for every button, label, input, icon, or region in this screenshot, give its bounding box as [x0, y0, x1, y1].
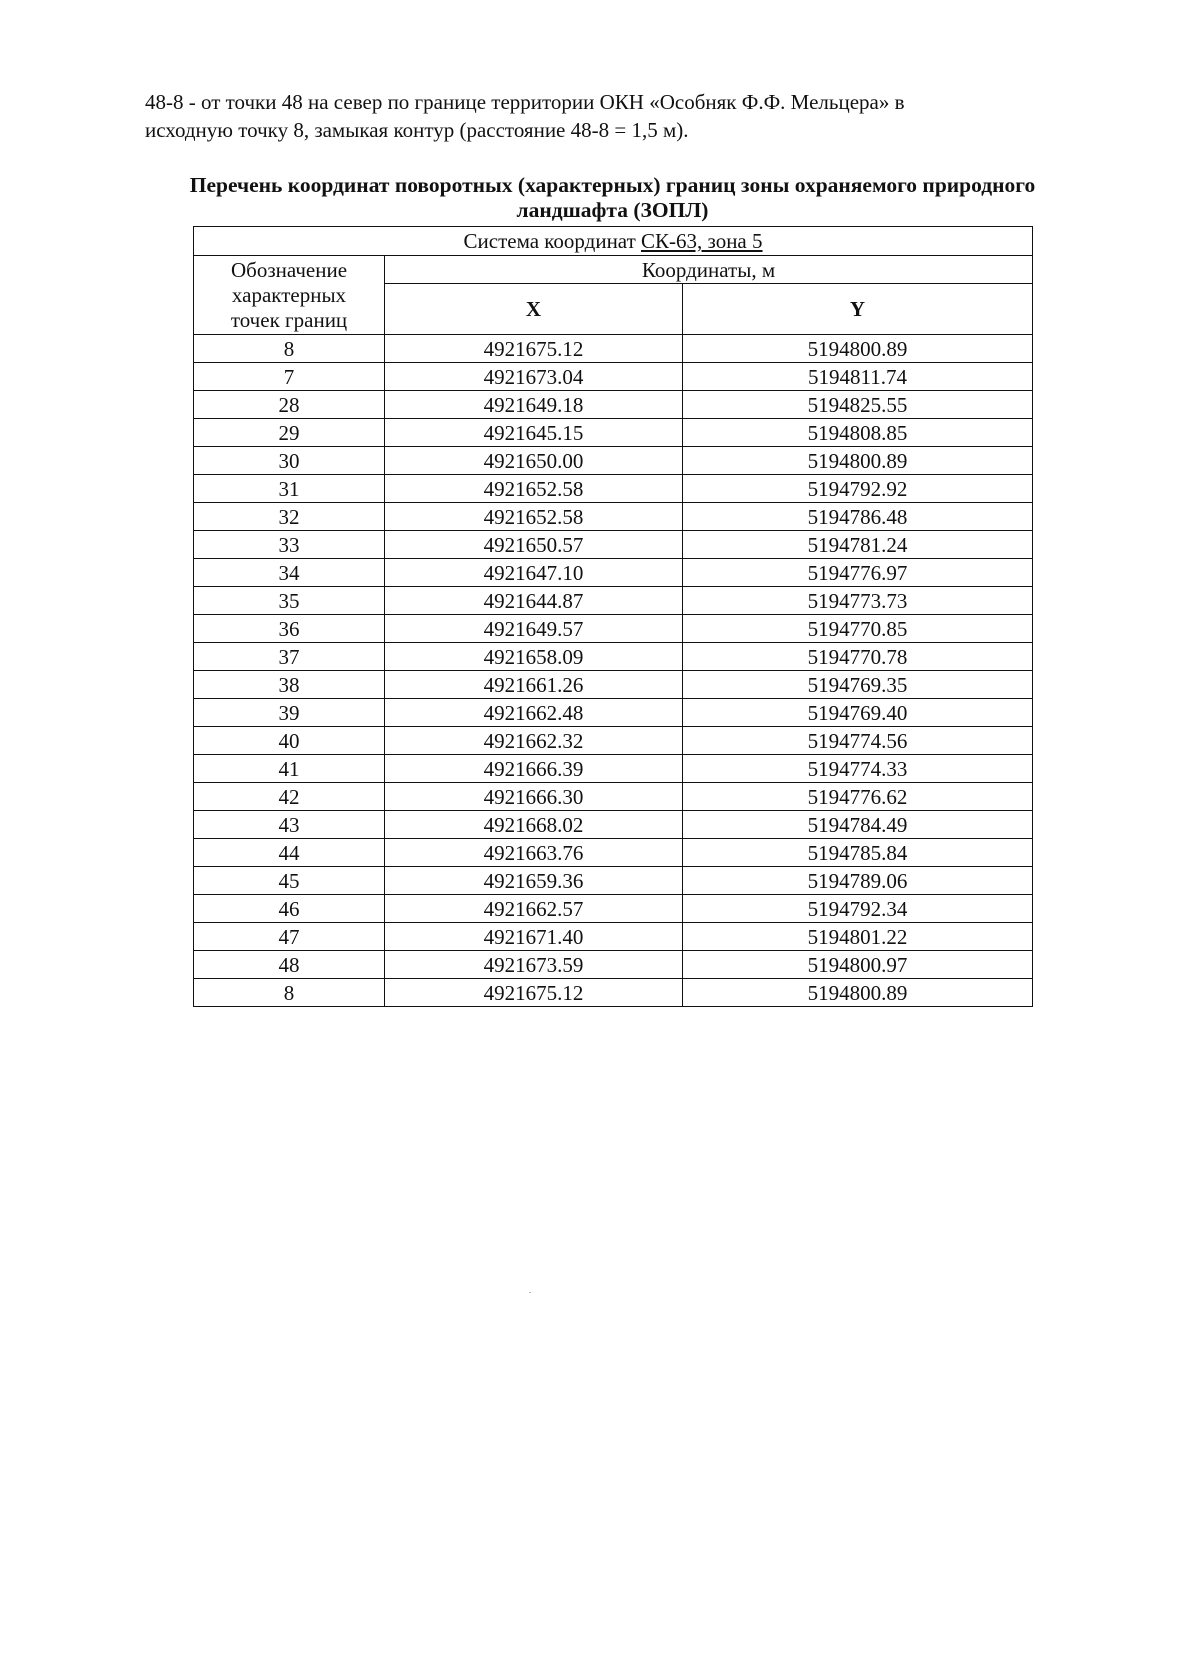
x-cell: 4921662.57 [385, 895, 683, 923]
x-cell: 4921671.40 [385, 923, 683, 951]
table-row [194, 447, 1033, 475]
table-row [194, 419, 1033, 447]
x-cell: 4921668.02 [385, 811, 683, 839]
point-cell: 33 [194, 531, 385, 559]
x-cell: 4921650.00 [385, 447, 683, 475]
x-cell: 4921673.59 [385, 951, 683, 979]
point-header-line-2: характерных [231, 283, 347, 307]
point-cell: 35 [194, 587, 385, 615]
x-cell: 4921666.39 [385, 755, 683, 783]
table-row [194, 587, 1033, 615]
coordinates-header: Координаты, м [385, 256, 1033, 284]
table-row [194, 391, 1033, 419]
coordinates-table [193, 226, 1033, 1007]
y-cell: 5194800.89 [683, 447, 1033, 475]
intro-line-1: 48-8 - от точки 48 на север по границе территории ОКН «Особняк Ф.Ф. Мельцера» в [145, 90, 905, 114]
x-cell: 4921662.48 [385, 699, 683, 727]
point-cell: 39 [194, 699, 385, 727]
point-header-line-1: Обозначение [230, 258, 348, 282]
table-row [194, 643, 1033, 671]
table-title [140, 173, 1085, 223]
table-row [194, 531, 1033, 559]
coordinate-system-link[interactable]: СК-63, зона 5 [641, 229, 763, 253]
x-cell: 4921658.09 [385, 643, 683, 671]
y-cell: 5194784.49 [683, 811, 1033, 839]
x-cell: 4921652.58 [385, 475, 683, 503]
point-cell: 30 [194, 447, 385, 475]
point-cell: 7 [194, 363, 385, 391]
table-row [194, 475, 1033, 503]
table-row [194, 923, 1033, 951]
y-cell: 5194776.97 [683, 559, 1033, 587]
x-cell: 4921675.12 [385, 979, 683, 1007]
x-cell: 4921666.30 [385, 783, 683, 811]
y-cell: 5194785.84 [683, 839, 1033, 867]
x-cell: 4921649.18 [385, 391, 683, 419]
coordinate-system-cell [194, 227, 1033, 256]
y-cell: 5194773.73 [683, 587, 1033, 615]
table-row [194, 671, 1033, 699]
y-cell: 5194770.78 [683, 643, 1033, 671]
y-cell: 5194769.40 [683, 699, 1033, 727]
header-row [194, 256, 1033, 284]
y-cell: 5194786.48 [683, 503, 1033, 531]
scan-speck [529, 1292, 531, 1293]
table-row [194, 363, 1033, 391]
y-cell: 5194770.85 [683, 615, 1033, 643]
x-cell: 4921661.26 [385, 671, 683, 699]
point-cell: 29 [194, 419, 385, 447]
point-cell: 28 [194, 391, 385, 419]
point-cell: 48 [194, 951, 385, 979]
point-cell: 8 [194, 979, 385, 1007]
y-column-header: Y [683, 284, 1033, 335]
x-cell: 4921645.15 [385, 419, 683, 447]
x-cell: 4921659.36 [385, 867, 683, 895]
x-cell: 4921644.87 [385, 587, 683, 615]
table-row [194, 867, 1033, 895]
point-cell: 31 [194, 475, 385, 503]
intro-line-2: исходную точку 8, замыкая контур (расстояние 48-8 = 1,5 м). [145, 118, 689, 142]
point-cell: 44 [194, 839, 385, 867]
table-row [194, 727, 1033, 755]
y-cell: 5194789.06 [683, 867, 1033, 895]
coordinate-system-prefix: Система координат [463, 229, 642, 253]
y-cell: 5194808.85 [683, 419, 1033, 447]
point-cell: 41 [194, 755, 385, 783]
y-cell: 5194769.35 [683, 671, 1033, 699]
point-cell: 43 [194, 811, 385, 839]
table-row [194, 755, 1033, 783]
point-cell: 36 [194, 615, 385, 643]
y-cell: 5194801.22 [683, 923, 1033, 951]
point-cell: 45 [194, 867, 385, 895]
y-cell: 5194825.55 [683, 391, 1033, 419]
y-cell: 5194776.62 [683, 783, 1033, 811]
y-cell: 5194792.92 [683, 475, 1033, 503]
point-cell: 42 [194, 783, 385, 811]
x-column-header: X [385, 284, 683, 335]
y-cell: 5194774.33 [683, 755, 1033, 783]
table-row [194, 335, 1033, 363]
point-cell: 40 [194, 727, 385, 755]
table-row [194, 895, 1033, 923]
table-row [194, 503, 1033, 531]
x-cell: 4921647.10 [385, 559, 683, 587]
y-cell: 5194774.56 [683, 727, 1033, 755]
point-cell: 32 [194, 503, 385, 531]
point-cell: 38 [194, 671, 385, 699]
table-title-line-2: ландшафта (ЗОПЛ) [516, 198, 709, 222]
point-cell: 46 [194, 895, 385, 923]
point-cell: 47 [194, 923, 385, 951]
x-cell: 4921675.12 [385, 335, 683, 363]
table-row [194, 615, 1033, 643]
table-row [194, 699, 1033, 727]
point-cell: 34 [194, 559, 385, 587]
y-cell: 5194811.74 [683, 363, 1033, 391]
point-cell: 8 [194, 335, 385, 363]
y-cell: 5194800.97 [683, 951, 1033, 979]
y-cell: 5194792.34 [683, 895, 1033, 923]
table-row [194, 979, 1033, 1007]
intro-paragraph [145, 88, 1080, 144]
x-cell: 4921673.04 [385, 363, 683, 391]
table-row [194, 811, 1033, 839]
y-cell: 5194781.24 [683, 531, 1033, 559]
point-header-line-3: точек границ [230, 308, 348, 332]
table-title-line-1: Перечень координат поворотных (характерных) границ зоны охраняемого природного [189, 173, 1036, 197]
table-row [194, 951, 1033, 979]
x-cell: 4921649.57 [385, 615, 683, 643]
x-cell: 4921652.58 [385, 503, 683, 531]
x-cell: 4921650.57 [385, 531, 683, 559]
coordinate-system-row [194, 227, 1033, 256]
x-cell: 4921663.76 [385, 839, 683, 867]
coordinates-body [194, 335, 1033, 1007]
table-row [194, 839, 1033, 867]
table-row [194, 559, 1033, 587]
table-row [194, 783, 1033, 811]
y-cell: 5194800.89 [683, 979, 1033, 1007]
x-cell: 4921662.32 [385, 727, 683, 755]
point-cell: 37 [194, 643, 385, 671]
y-cell: 5194800.89 [683, 335, 1033, 363]
point-designation-header [194, 256, 385, 335]
